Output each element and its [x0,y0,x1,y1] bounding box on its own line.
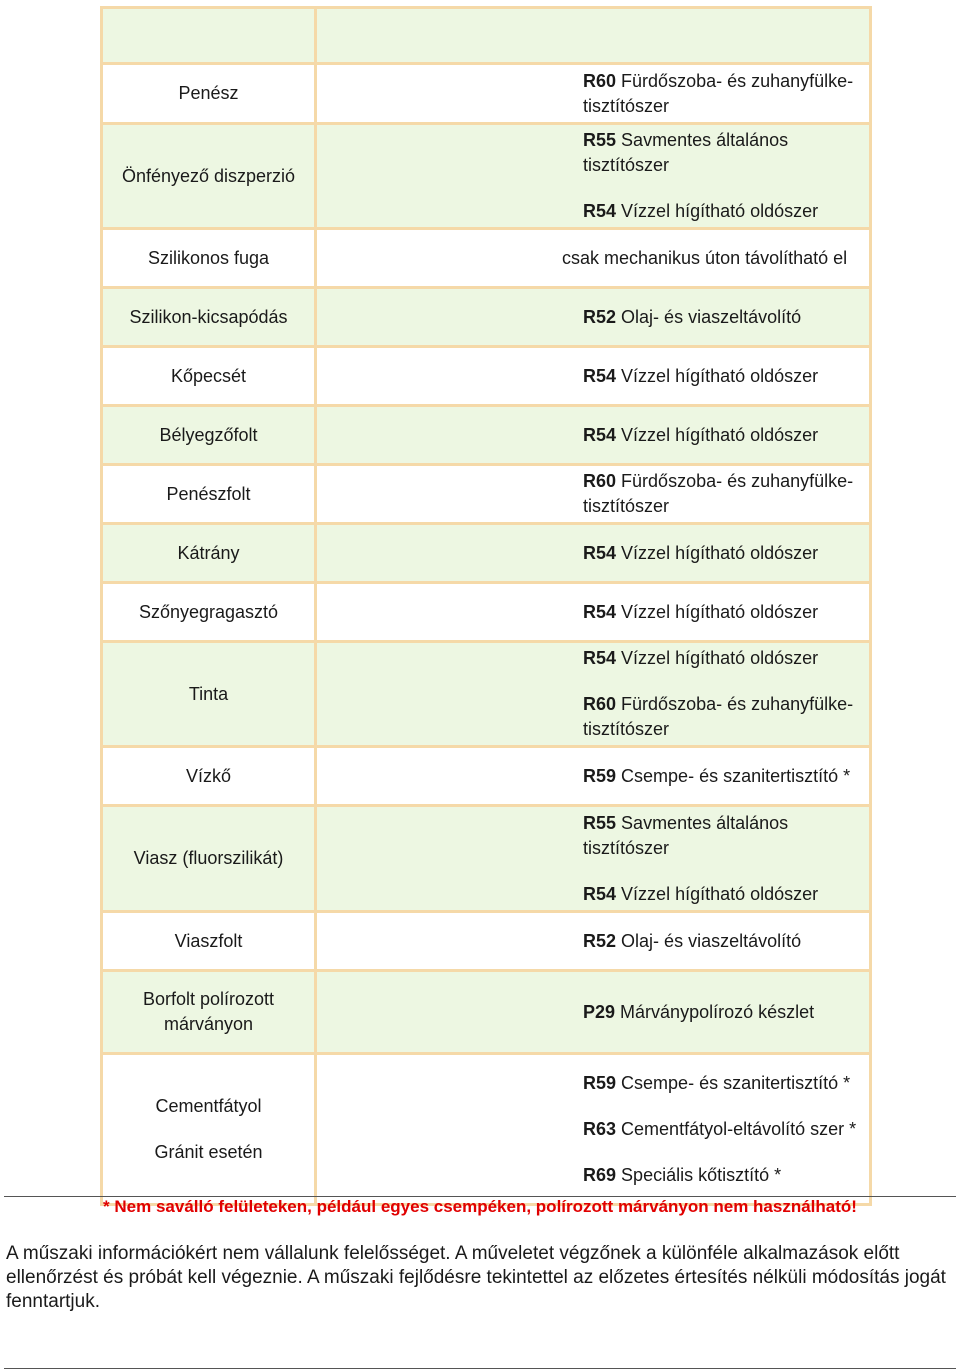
surface-stain-cell [103,348,317,404]
surface-stain-cell [103,748,317,804]
divider-bottom [4,1368,956,1369]
product-cell [317,643,869,745]
product-cell [317,289,869,345]
product-code: R63 [583,1118,617,1139]
product-name: Vízzel hígítható oldószer [621,542,819,563]
product-item [583,1071,869,1096]
product-name: Olaj- és viaszeltávolító [621,930,802,951]
product-name: Vízzel hígítható oldószer [621,424,819,445]
product-item [562,246,869,271]
stain-name: Penészfolt [166,483,251,504]
stain-name: Viasz (fluorszilikát) [133,848,284,868]
surface-stain-cell [103,643,317,745]
product-item [583,646,869,671]
table-row [103,9,869,65]
product-item [583,69,869,119]
table-row [103,584,869,643]
table-row [103,230,869,289]
product-code: R55 [583,812,617,833]
product-name: Vízzel hígítható oldószer [621,648,819,668]
disclaimer-text: A műszaki információkért nem vállalunk felelősséget. A műveletet végzőnek a különféle alkalmazások előtt ellenőrzést és próbát kell végeznie. A műszaki fejlődésre tekintettel az előzetes értesítés nélküli módosítás jogát fenntartjuk. [6,1243,946,1312]
product-code: R54 [583,424,617,445]
product-cell [317,9,869,62]
product-name: Speciális kőtisztító * [621,1164,782,1185]
product-name: Vízzel hígítható oldószer [621,883,819,904]
product-item [583,1117,869,1142]
product-name: csak mechanikus úton távolítható el [562,247,848,268]
stain-name: Szőnyegragasztó [138,601,279,622]
product-item [583,305,869,330]
product-item [583,929,869,954]
stain-name: Borfolt polírozott [142,989,275,1009]
product-code: R59 [583,765,617,786]
surface-stain-cell [103,584,317,640]
stain-name: Vízkő [185,765,232,786]
product-name: Fürdőszoba- és zuhanyfülke-tisztítószer [583,694,854,739]
product-name: Vízzel hígítható oldószer [621,601,819,622]
table-row [103,65,869,125]
product-item [583,692,869,742]
product-cell [317,1055,869,1203]
product-name: Csempe- és szanitertisztító * [621,765,851,786]
stain-name: Viaszfolt [174,930,243,951]
product-code: R55 [583,130,617,150]
stain-name: Kátrány [177,542,240,563]
stain-name: Önfényező diszperzió [121,165,296,186]
product-code: R60 [583,70,617,91]
product-item [583,541,869,566]
product-item [583,882,869,907]
product-name: Vízzel hígítható oldószer [621,201,819,221]
table-row [103,913,869,972]
table-row [103,748,869,807]
surface-stain-cell [103,65,317,122]
product-cell [317,230,869,286]
product-item [583,764,869,789]
footnote-warning: * Nem saválló felületeken, például egyes csempéken, polírozott márványon nem használható! [103,1197,857,1216]
product-code: R54 [583,542,617,563]
surface-stain-cell [103,1055,317,1203]
product-code: R52 [583,930,617,951]
product-name: Cementfátyol-eltávolító szer * [621,1118,857,1139]
product-name: Csempe- és szanitertisztító * [621,1072,851,1093]
product-item [583,600,869,625]
product-cell [317,65,869,122]
surface-stain-cell [103,972,317,1052]
table-row [103,1055,869,1203]
product-cell [317,972,869,1052]
surface-stain-cell [103,913,317,969]
product-item [583,1163,869,1188]
surface-stain-cell [103,466,317,522]
product-code: R54 [583,648,617,668]
product-code: R69 [583,1164,617,1185]
product-name: Fürdőszoba- és zuhanyfülke-tisztítószer [583,70,854,116]
table-row [103,125,869,230]
product-code: R60 [583,471,617,491]
stain-name: márványon [163,1014,254,1034]
product-cell [317,913,869,969]
stain-remover-table [100,6,872,1206]
surface-stain-cell [103,9,317,62]
surface-stain-cell [103,525,317,581]
product-cell [317,348,869,404]
surface-stain-cell [103,230,317,286]
table-row [103,407,869,466]
stain-name: Szilikonos fuga [147,247,270,268]
product-item [583,469,869,519]
stain-name: Penész [178,83,239,103]
product-name: Márványpolírozó készlet [620,1001,815,1022]
product-item [583,423,869,448]
table-row [103,643,869,748]
stain-name: Cementfátyol [155,1095,262,1116]
product-code: R54 [583,601,617,622]
product-name: Fürdőszoba- és zuhanyfülke-tisztítószer [583,471,854,516]
table-row [103,807,869,913]
product-item [583,128,869,178]
product-cell [317,748,869,804]
product-cell [317,407,869,463]
product-cell [317,584,869,640]
product-item [583,1000,869,1025]
product-name: Olaj- és viaszeltávolító [621,306,802,327]
product-name: Savmentes általános tisztítószer [583,812,789,858]
product-cell [317,807,869,910]
stain-name: Tinta [188,683,229,704]
table-row [103,525,869,584]
table-row [103,972,869,1055]
table-row [103,466,869,525]
surface-stain-cell [103,807,317,910]
product-code: R54 [583,883,617,904]
product-code: R59 [583,1072,617,1093]
stain-name: Bélyegzőfolt [159,424,258,445]
table-row [103,348,869,407]
stain-name: Gránit esetén [154,1141,263,1162]
surface-stain-cell [103,125,317,227]
product-cell [317,525,869,581]
surface-stain-cell [103,289,317,345]
product-code: R52 [583,306,617,327]
product-code: R60 [583,694,617,714]
product-code: R54 [583,365,617,386]
product-cell [317,466,869,522]
product-item [583,811,869,861]
stain-name: Szilikon-kicsapódás [129,306,288,327]
product-code: P29 [583,1001,616,1022]
product-item [583,199,869,224]
product-cell [317,125,869,227]
product-code: R54 [583,201,617,221]
table-row [103,289,869,348]
surface-stain-cell [103,407,317,463]
stain-name: Kőpecsét [170,365,247,386]
product-item [583,364,869,389]
product-name: Vízzel hígítható oldószer [621,365,819,386]
product-name: Savmentes általános tisztítószer [583,130,789,175]
